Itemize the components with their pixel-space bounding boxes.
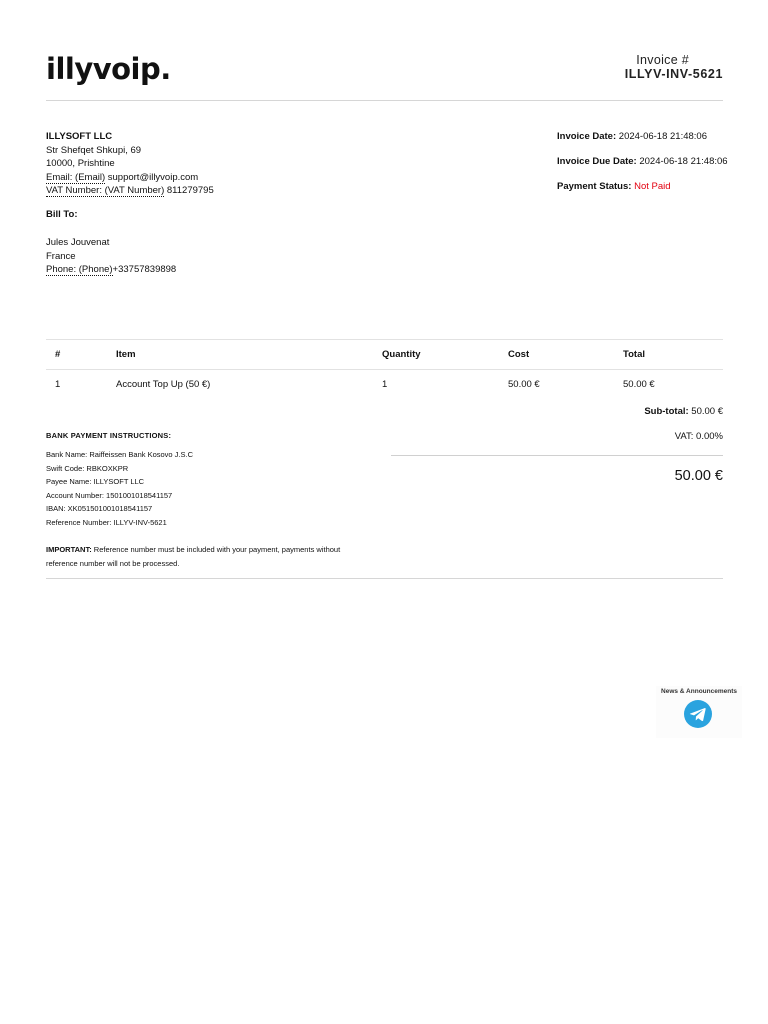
- invoice-page: [46, 0, 728, 1024]
- seller-email-label: Email: (Email): [46, 171, 106, 183]
- bill-to-title: Bill To:: [46, 209, 78, 220]
- totals-divider: [391, 455, 723, 456]
- important-label: IMPORTANT:: [46, 545, 92, 554]
- telegram-icon[interactable]: [684, 700, 712, 728]
- payee-name: Payee Name: ILLYSOFT LLC: [46, 477, 145, 487]
- column-header-quantity: Quantity: [373, 340, 499, 370]
- invoice-number: ILLYV-INV-5621: [624, 67, 723, 81]
- column-header-cost: Cost: [499, 340, 614, 370]
- buyer-phone: +33757839898: [112, 264, 177, 276]
- seller-city: 10000, Prishtine: [46, 158, 115, 170]
- column-header-total: Total: [614, 340, 723, 370]
- invoice-date: [557, 131, 707, 142]
- bank-instructions: [46, 448, 193, 530]
- column-header-number: #: [46, 340, 107, 370]
- payment-status-label: Payment Status:: [557, 181, 632, 192]
- bank-instructions-title: BANK PAYMENT INSTRUCTIONS:: [46, 431, 172, 440]
- important-text: Reference number must be included with your payment, payments without reference number will not be processed.: [46, 545, 341, 568]
- account-number: Account Number: 1501001018541157: [46, 490, 173, 500]
- payment-status: [557, 181, 671, 192]
- buyer-country: France: [46, 250, 76, 262]
- row-number: 1: [55, 379, 61, 390]
- invoice-items-table: [46, 339, 723, 399]
- seller-vat: 811279795: [164, 185, 214, 197]
- invoice-date-label: Invoice Date:: [557, 131, 617, 142]
- table-header-row: [46, 340, 723, 370]
- table-row: [46, 370, 723, 400]
- seller-company: ILLYSOFT LLC: [46, 131, 113, 142]
- seller-vat-line: [46, 184, 214, 198]
- vat-rate: VAT: 0.00%: [674, 431, 723, 442]
- seller-vat-label: VAT Number: (VAT Number): [46, 185, 165, 197]
- row-item: Account Top Up (50 €): [116, 379, 211, 390]
- buyer-name: Jules Jouvenat: [46, 237, 110, 248]
- reference-number: Reference Number: ILLYV-INV-5621: [46, 517, 167, 527]
- invoice-due-date-value: 2024-06-18 21:48:06: [636, 156, 728, 167]
- important-note: [46, 543, 366, 570]
- bank-name: Bank Name: Raiffeissen Bank Kosovo J.S.C: [46, 450, 194, 459]
- grand-total: 50.00 €: [674, 468, 723, 484]
- seller-email-line: [46, 171, 214, 185]
- row-cost: 50.00 €: [508, 379, 540, 390]
- row-total: 50.00 €: [623, 379, 655, 390]
- footer-divider: [46, 578, 723, 579]
- buyer-phone-line: [46, 263, 176, 277]
- invoice-number-label: Invoice #: [636, 53, 689, 67]
- invoice-due-date: [557, 156, 728, 167]
- row-quantity: 1: [382, 379, 388, 390]
- news-label: News & Announcements: [661, 688, 737, 695]
- buyer-address: [46, 236, 176, 277]
- news-widget: [656, 686, 742, 738]
- seller-address: [46, 130, 214, 198]
- header-divider: [46, 100, 723, 101]
- swift-code: Swift Code: RBKOXKPR: [46, 463, 129, 473]
- iban: IBAN: XK051501001018541157: [46, 504, 153, 514]
- subtotal-value: 50.00 €: [688, 406, 723, 417]
- company-logo: illyvoip.: [46, 52, 171, 86]
- payment-status-value: Not Paid: [631, 181, 671, 192]
- seller-email: support@illyvoip.com: [105, 171, 199, 183]
- invoice-due-date-label: Invoice Due Date:: [557, 156, 637, 167]
- buyer-phone-label: Phone: (Phone): [46, 264, 113, 276]
- column-header-item: Item: [107, 340, 373, 370]
- subtotal: [644, 406, 723, 417]
- invoice-date-value: 2024-06-18 21:48:06: [616, 131, 707, 142]
- seller-street: Str Shefqet Shkupi, 69: [46, 144, 142, 156]
- subtotal-label: Sub-total:: [644, 406, 689, 417]
